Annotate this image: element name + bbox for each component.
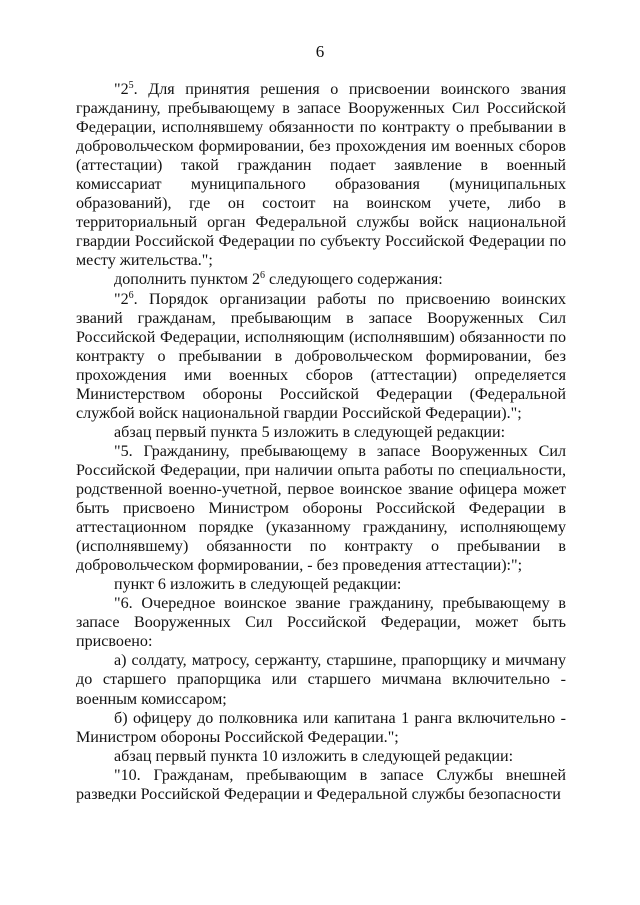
document-body — [76, 80, 566, 804]
paragraph-6-b — [76, 709, 566, 747]
paragraph-text: . Порядок организации работы по присвоению воинских званий гражданам, пребывающим в запасе Вооруженных Сил Российской Федерации, исполняющим (исполнявшим) обязанности по контракту о пребывании в добровольческом формировании, без прохождения ими военных сборов (аттестации) определяется Министерством обороны Российской Федерации (Федеральной службой войск национальной гвардии Российской Федерации)."; — [76, 290, 566, 422]
paragraph-prefix: "2 — [114, 290, 129, 308]
paragraph-text: б) офицеру до полковника или капитана 1 ранга включительно - Министром обороны Российской Федерации."; — [76, 709, 566, 746]
paragraph-amend-6 — [76, 575, 566, 594]
paragraph-5 — [76, 442, 566, 575]
superscript-index: 6 — [128, 289, 134, 301]
paragraph-text: а) солдату, матросу, сержанту, старшине, прапорщику и мичману до старшего прапорщика или старшего мичмана включительно - военным комиссаром; — [76, 652, 566, 708]
paragraph-text: абзац первый пункта 10 изложить в следующей редакции: — [114, 747, 514, 765]
paragraph-2-5 — [76, 80, 566, 270]
paragraph-amend-10 — [76, 747, 566, 766]
paragraph-10 — [76, 766, 566, 804]
paragraph-text: пункт 6 изложить в следующей редакции: — [114, 576, 402, 594]
page-number: 6 — [315, 42, 325, 61]
paragraph-add-2-6 — [76, 270, 566, 289]
paragraph-text: абзац первый пункта 5 изложить в следующей редакции: — [114, 423, 506, 441]
paragraph-prefix: "2 — [114, 81, 129, 98]
paragraph-prefix: дополнить пунктом 2 — [114, 271, 261, 289]
paragraph-6 — [76, 594, 566, 651]
paragraph-text: . Для принятия решения о присвоении воинского звания гражданину, пребывающему в запасе Вооруженных Сил Российской Федерации, исполнявшему обязанности по контракту о пребывании в добровольческом формировании, без прохождения им военных сборов (аттестации) такой гражданин подает заявление в военный комиссариат муниципального образования (муниципальных образований), где он состоит на воинском учете, либо в территориальный орган Федеральной службы войск национальной гвардии Российской Федерации по субъекту Российской Федерации по месту жительства."; — [76, 81, 566, 270]
paragraph-text: следующего содержания: — [265, 271, 443, 289]
paragraph-6-a — [76, 651, 566, 708]
superscript-index: 5 — [128, 80, 134, 91]
paragraph-text: "5. Гражданину, пребывающему в запасе Вооруженных Сил Российской Федерации, при наличии опыта работы по специальности, родственной военно-учетной, первое воинское звание офицера может быть присвоено Министром обороны Российской Федерации в аттестационном порядке (указанному гражданину, исполняющему (исполнявшему) обязанности по контракту о пребывании в добровольческом формировании, - без проведения аттестации):"; — [76, 442, 566, 575]
paragraph-text: "10. Гражданам, пребывающим в запасе Службы внешней разведки Российской Федерации и Федеральной службы безопасности — [76, 766, 566, 803]
superscript-index: 6 — [260, 270, 266, 282]
paragraph-amend-5 — [76, 423, 566, 442]
paragraph-text: "6. Очередное воинское звание гражданину, пребывающему в запасе Вооруженных Сил Российской Федерации, может быть присвоено: — [76, 595, 566, 651]
paragraph-2-6 — [76, 290, 566, 423]
